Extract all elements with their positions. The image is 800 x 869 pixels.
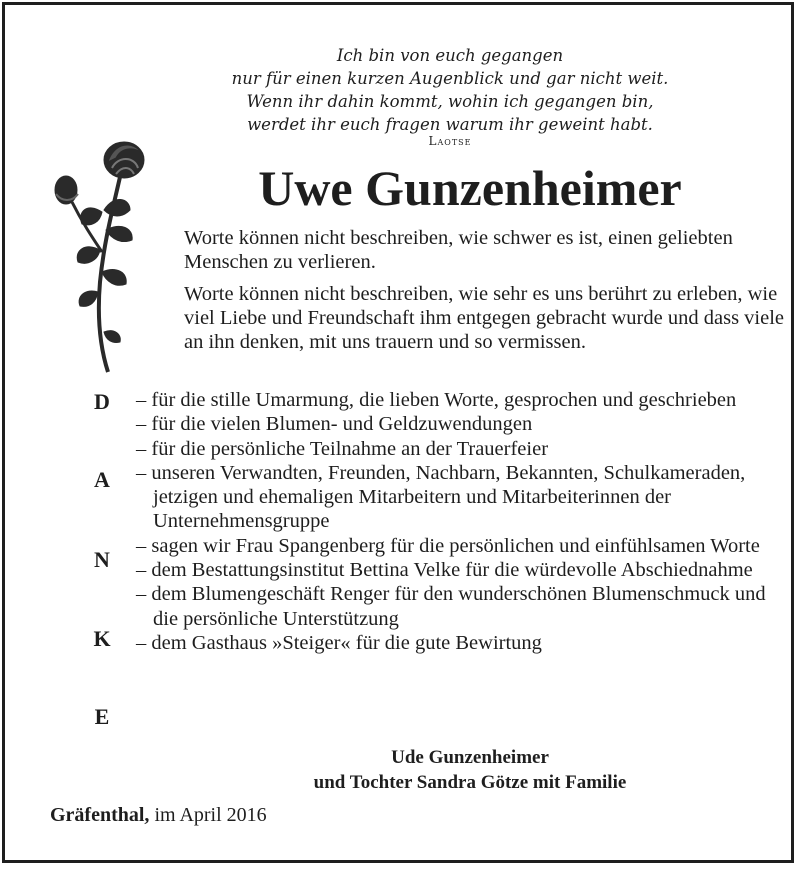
poem xyxy=(200,44,700,136)
thanks-item: – dem Blumengeschäft Renger für den wunderschönen Blumenschmuck und die persönliche Unterstützung xyxy=(136,583,766,630)
thanks-item: – sagen wir Frau Spangenberg für die persönlichen und einfühlsamen Worte xyxy=(136,534,760,557)
poem-line: Wenn ihr dahin kommt, wohin ich gegangen bin, xyxy=(246,92,654,111)
danke-letter: K xyxy=(93,626,111,651)
signer-line: und Tochter Sandra Götze mit Familie xyxy=(313,772,627,793)
danke-letter: E xyxy=(94,704,110,729)
place-date xyxy=(50,804,267,827)
thanks-item: – dem Gasthaus »Steiger« für die gute Bewirtung xyxy=(136,631,542,654)
place: Gräfenthal, xyxy=(50,804,150,826)
deceased-name: Uwe Gunzenheimer xyxy=(258,160,682,216)
intro-paragraph: Worte können nicht beschreiben, wie sehr es uns berührt zu erleben, wie viel Liebe und Freundschaft ihm entgegen gebracht wurde und dass viele an ihn denken, mit uns trauern und so vermissen. xyxy=(184,283,785,353)
thanks-item: – unseren Verwandten, Freunden, Nachbarn, Bekannten, Schulkameraden, jetzigen und ehemaligen Mitarbeitern und Mitarbeiterinnen der Unternehmensgruppe xyxy=(136,461,746,533)
signers xyxy=(200,745,740,795)
signer-line: Ude Gunzenheimer xyxy=(391,747,549,768)
danke-letter: N xyxy=(94,547,110,572)
poem-line: nur für einen kurzen Augenblick und gar nicht weit. xyxy=(231,69,669,88)
thanks-item: – für die persönliche Teilnahme an der Trauerfeier xyxy=(136,437,549,460)
thanks-list xyxy=(136,388,776,655)
poem-author: Laotse xyxy=(428,134,472,148)
thanks-item: – für die stille Umarmung, die lieben Worte, gesprochen und geschrieben xyxy=(136,389,737,411)
rose-icon xyxy=(42,132,172,382)
thanks-item: – dem Bestattungsinstitut Bettina Velke für die würdevolle Abschiednahme xyxy=(136,559,753,582)
thanks-item: – für die vielen Blumen- und Geldzuwendungen xyxy=(136,413,533,436)
intro-paragraph: Worte können nicht beschreiben, wie schwer es ist, einen geliebten Menschen zu verlieren. xyxy=(184,227,733,273)
danke-letter: D xyxy=(94,389,110,414)
intro-text xyxy=(184,226,784,362)
poem-line: Ich bin von euch gegangen xyxy=(336,46,564,65)
date: im April 2016 xyxy=(154,804,267,826)
danke-letter: A xyxy=(94,467,110,492)
poem-line: werdet ihr euch fragen warum ihr geweint habt. xyxy=(247,115,653,134)
